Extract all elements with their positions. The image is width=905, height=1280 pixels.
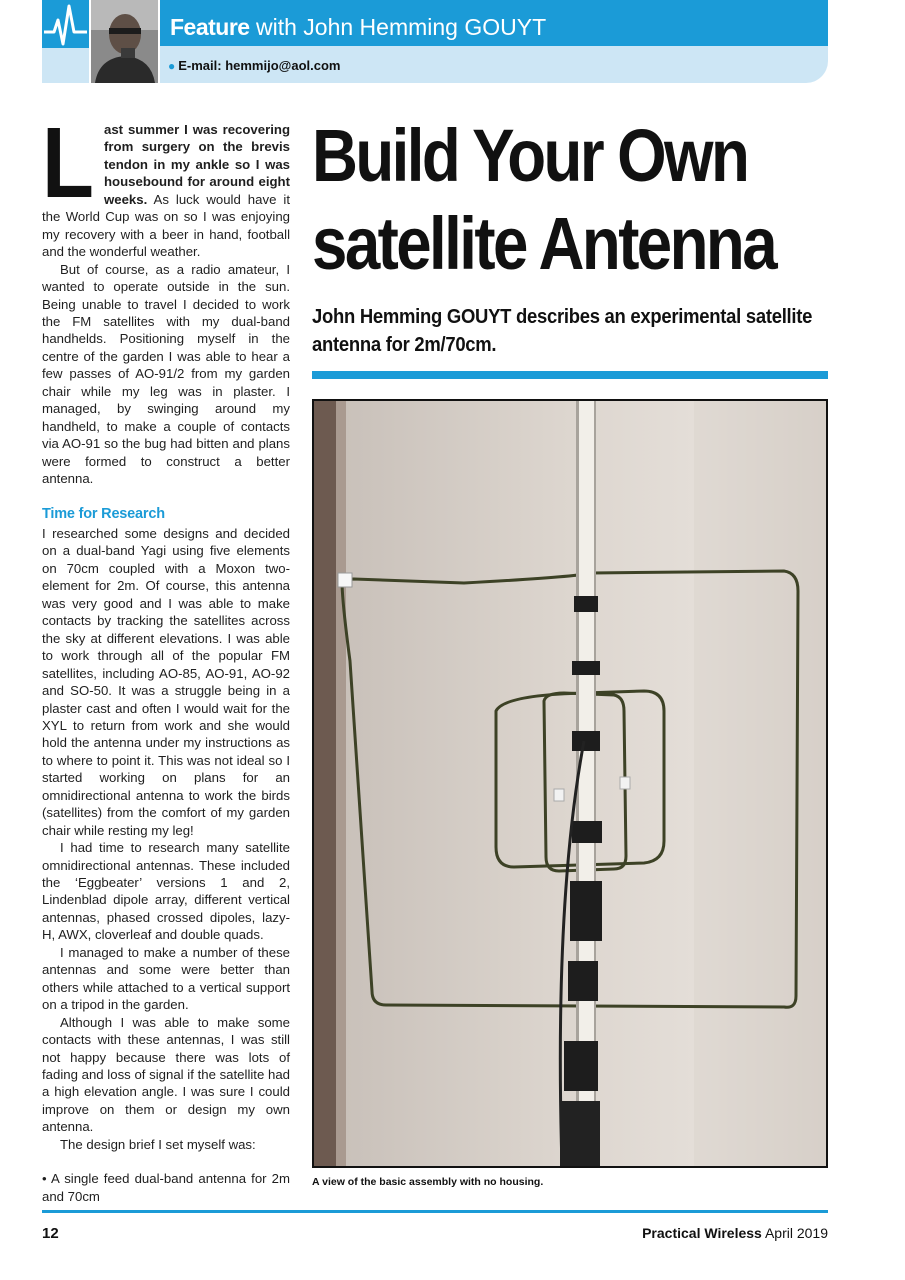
paragraph-4: I had time to research many satellite omnidirectional antennas. These included the ‘Eggbeater’ versions 1 and 2, Lindenblad dipole array, different vertical antennas, phased crossed dipoles, lazy-H, AWX, cloverleaf and double quads. [42,840,290,943]
footer-rule [42,1210,828,1213]
paragraph-7: The design brief I set myself was: [60,1136,256,1152]
bullet-dot-icon: ● [168,59,176,73]
paragraph-5: I managed to make a number of these antennas and some were better than others while attached to a vertical support on a tripod in the garden. [42,944,290,1013]
section-icon [42,0,89,83]
paragraph-3: I researched some designs and decided on a dual-band Yagi using five elements on 70cm coupled with a Moxon two-element for 2m. Of course, this antenna was very good and I was able to make contacts by tracking the satellites across the sky at different elevations. I was able to work through all of the popular FM satellites, including AO-85, AO-91, AO-92 and SO-50. It was a struggle being in a plaster cast and often I would wait for the XYL to return from work and she would hold the antenna under my instructions as to where to point it. This was not ideal so I started working on plans for an omnidirectional antenna to work the birds (satellites) from the comfort of my garden chair while resting my leg! [42,525,290,838]
standfirst: John Hemming GOUYT describes an experimental satellite antenna for 2m/70cm. [312,305,813,356]
title-line-2: satellite Antenna [312,202,776,285]
section-label: Feature [170,14,250,40]
lead-bold: ast summer I was recovering from surgery on the brevis tendon in my ankle so I was housebound for around eight weeks. [104,122,290,207]
lead-paragraph [42,107,290,261]
paragraph-6: Although I was able to make some contacts with these antennas, I was still not happy because there was lots of fading and loss of signal if the satellite had a high elevation angle. I was sure I could improve on them or design my own antenna. [42,1014,290,1135]
photo-caption: A view of the basic assembly with no housing. [312,1176,544,1188]
body-column [42,107,290,1205]
page-number: 12 [42,1225,59,1242]
header-byline: with John Hemming GOUYT [255,14,547,40]
antenna-photo [312,399,828,1168]
magazine-name: Practical Wireless [642,1225,762,1241]
title-divider [312,371,828,379]
bullet-item: • A single feed dual-band antenna for 2m and 70cm [42,1171,290,1204]
author-email[interactable]: E-mail: hemmijo@aol.com [178,58,341,73]
author-photo [91,0,158,83]
email-bar [160,46,828,83]
subhead-research: Time for Research [42,505,165,522]
heartbeat-icon [42,0,89,48]
feature-header [160,0,828,46]
title-line-1: Build Your Own [312,114,748,197]
dropcap: L [42,107,94,219]
article-title [312,112,794,288]
paragraph-2: But of course, as a radio amateur, I wanted to operate outside in the sun. Being unable to travel I decided to work the FM satellites with my dual-band handhelds. Positioning myself in the centre of the garden I was able to hear a few passes of AO-91/2 from my garden chair while my leg was in plaster. I managed, by swinging around my handheld, to make a couple of contacts via AO-91 so the bug had bitten and plans were formed to construct a better antenna. [42,261,290,487]
magazine-footer [642,1225,828,1241]
issue-date: April 2019 [764,1225,828,1241]
lead-rest: As luck would have it the World Cup was on so I was enjoying my recovery with a beer in hand, football and the wonderful weather. [42,191,290,260]
